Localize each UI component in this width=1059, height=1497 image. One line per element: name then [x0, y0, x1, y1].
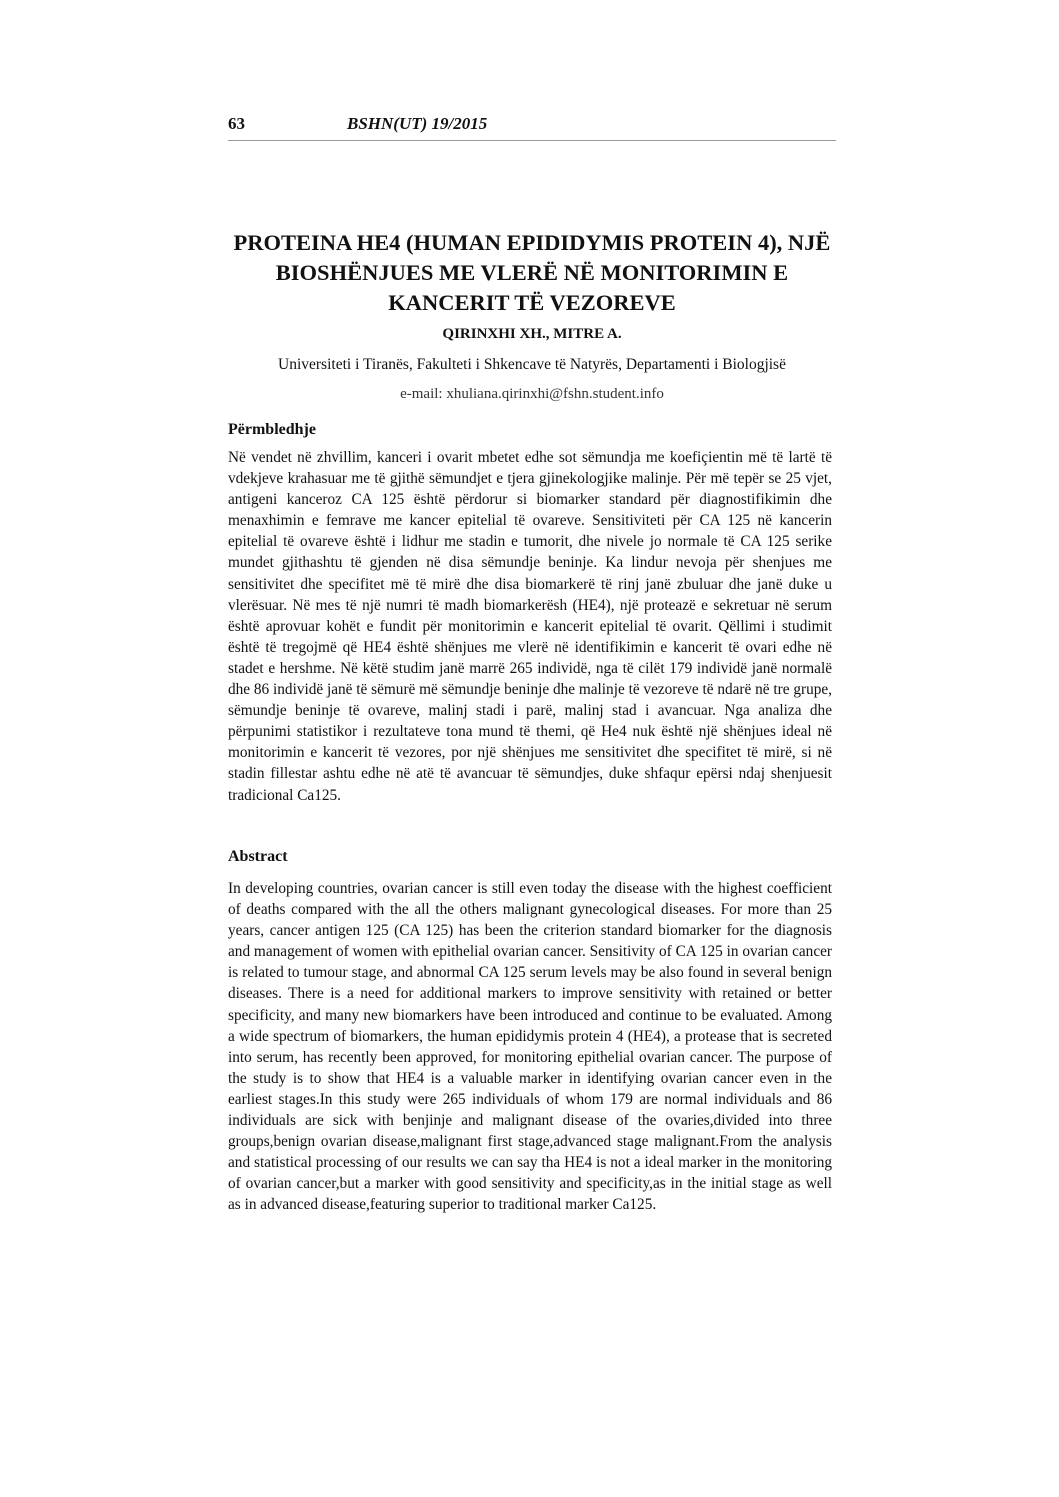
article-authors: QIRINXHI XH., MITRE A.	[442, 326, 622, 342]
abstract-heading: Abstract	[228, 848, 288, 865]
summary-heading: Përmbledhje	[228, 421, 316, 438]
contact-email: e-mail: xhuliana.qirinxhi@fshn.student.info	[400, 386, 664, 402]
article-title: PROTEINA HE4 (HUMAN EPIDIDYMIS PROTEIN 4), NJË BIOSHËNJUES ME VLERË NË MONITORIMIN E KANCERIT TË VEZOREVE	[233, 230, 831, 315]
running-header	[228, 114, 836, 141]
journal-reference: BSHN(UT) 19/2015	[347, 114, 488, 133]
summary-paragraph: Në vendet në zhvillim, kanceri i ovarit mbetet edhe sot sëmundja me koefiçientin më të lartë të vdekjeve krahasuar me të gjithë sëmundjet e tjera gjinekologjike malinje. Për më tepër se 25 vjet, antigeni kanceroz CA 125 është përdorur si biomarker standard për diagnostifikimin dhe menaxhimin e femrave me kancer epitelial të ovareve. Sensitiviteti për CA 125 në kancerin epitelial të ovareve është i lidhur me stadin e tumorit, dhe nivele jo normale të CA 125 serike mundet gjithashtu të gjenden në disa sëmundje beninje. Ka lindur nevoja për shenjues me sensitivitet dhe specifitet më të mirë dhe disa biomarkerë të rinj janë zbuluar dhe janë duke u vlerësuar. Në mes të një numri të madh biomarkerësh (HE4), një proteazë e sekretuar në serum është aprovuar kohët e fundit për monitorimin e kancerit epitelial të ovarit. Qëllimi i studimit është të tregojmë që HE4 është shënjues me vlerë në identifikimin e kancerit të ovari edhe në stadet e hershme. Në këtë studim janë marrë 265 individë, nga të cilët 179 individë janë normalë dhe 86 individë janë të sëmurë më sëmundje beninje dhe malinje të vezoreve të ndarë në tre grupe, sëmundje beninje të ovareve, malinj stadi i parë, malinj stad i avancuar. Nga analiza dhe përpunimi statistikor i rezultateve tona mund të themi, që He4 nuk është një shënjues ideal në monitorimin e kancerit të vezores, por një shënjues me sensitivitet dhe specifitet të mirë, si në stadin fillestar ashtu edhe në atë të avancuar të sëmundjes, duke shfaqur epërsi ndaj shenjuesit tradicional Ca125.	[228, 449, 832, 804]
abstract-paragraph: In developing countries, ovarian cancer is still even today the disease with the highest coefficient of deaths compared with the all the others malignant gynecological diseases. For more than 25 years, cancer antigen 125 (CA 125) has been the criterion standard biomarker for the diagnosis and management of women with epithelial ovarian cancer. Sensitivity of CA 125 in ovarian cancer is related to tumour stage, and abnormal CA 125 serum levels may be also found in several benign diseases. There is a need for additional markers to improve sensitivity with retained or better specificity, and many new biomarkers have been introduced and continue to be evaluated. Among a wide spectrum of biomarkers, the human epididymis protein 4 (HE4), a protease that is secreted into serum, has recently been approved, for monitoring epithelial ovarian cancer. The purpose of the study is to show that HE4 is a valuable marker in identifying ovarian cancer even in the earliest stages.In this study were 265 individuals of whom 179 are normal individuals and 86 individuals are sick with benjinje and malignant disease of the ovaries,divided into three groups,benign ovarian disease,malignant first stage,advanced stage malignant.From the analysis and statistical processing of our results we can say tha HE4 is not a ideal marker in the monitoring of ovarian cancer,but a marker with good sensitivity and specificity,as in the initial stage as well as in advanced disease,featuring superior to traditional marker Ca125.	[228, 880, 832, 1214]
page-number: 63	[228, 114, 245, 133]
author-affiliation: Universiteti i Tiranës, Fakulteti i Shkencave të Natyrës, Departamenti i Biologjisë	[278, 356, 786, 373]
